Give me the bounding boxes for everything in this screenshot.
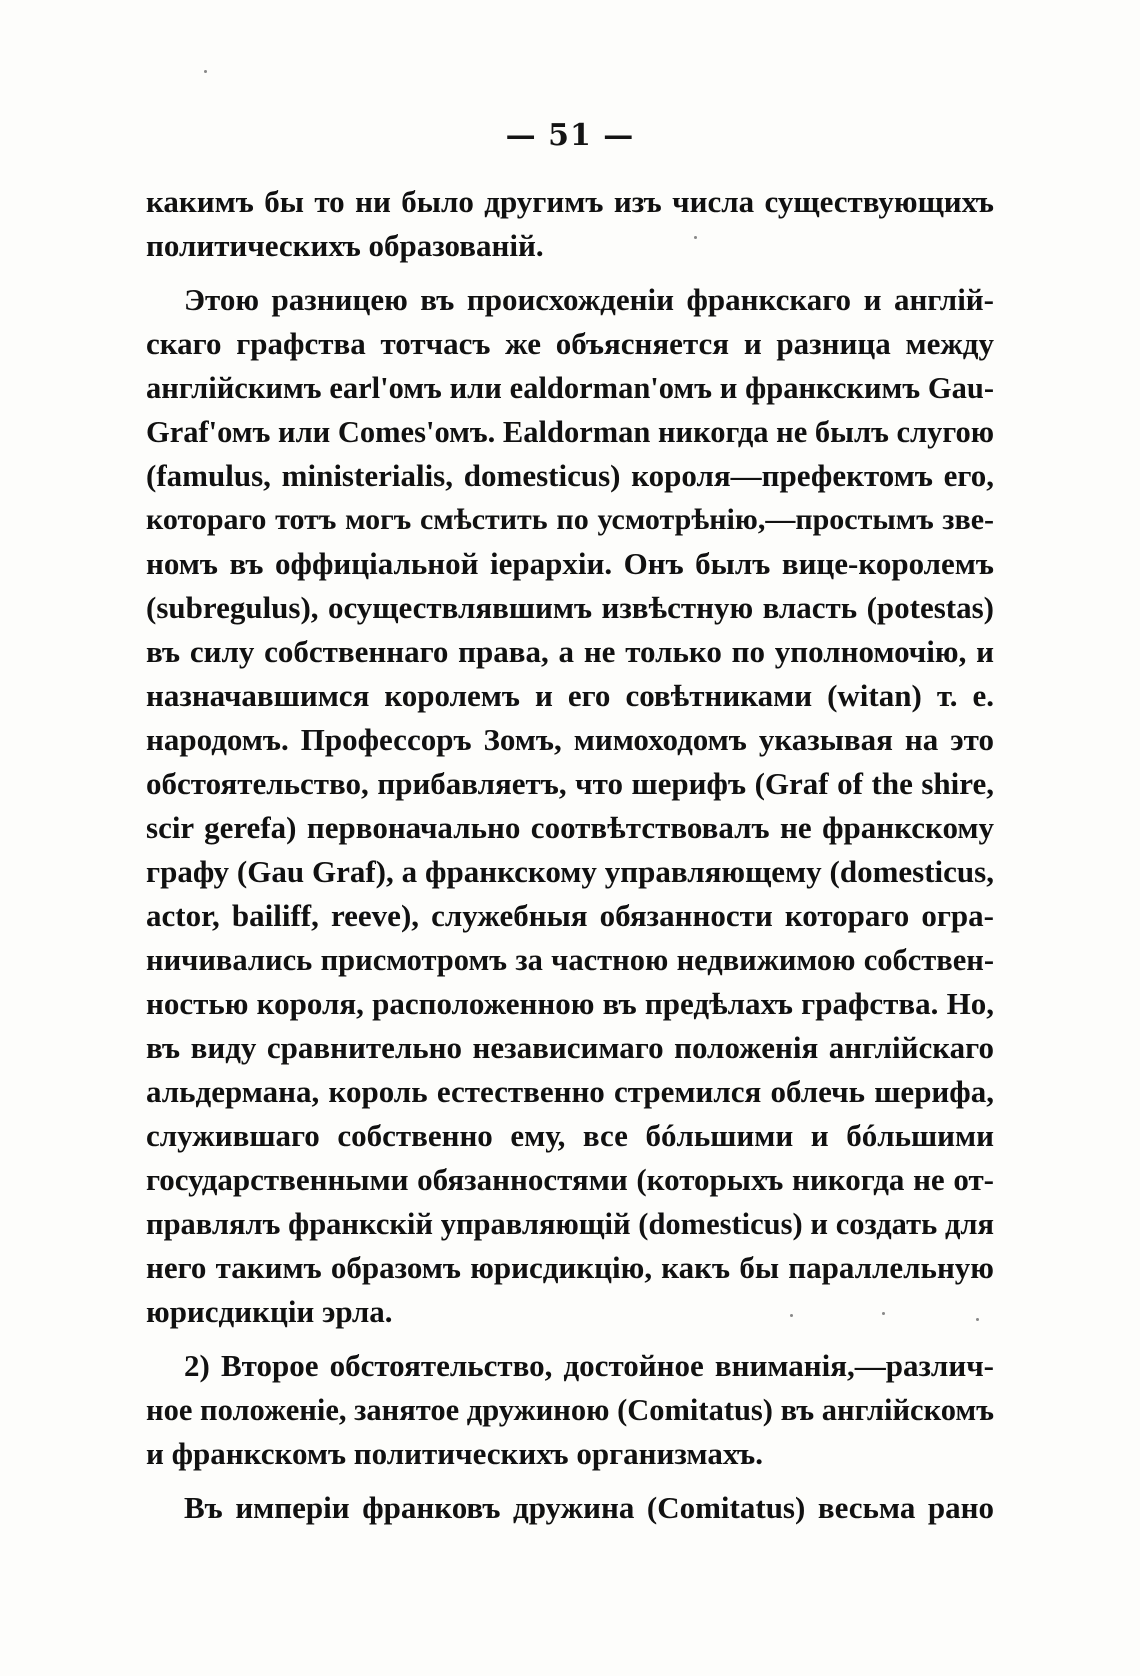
text-line: англійскимъ earl'омъ или ealdorman'омъ и франкскимъ Gau- bbox=[146, 371, 994, 405]
scan-speck bbox=[790, 1314, 793, 1317]
paragraph bbox=[146, 1486, 994, 1530]
text-line: назначавшимся королемъ и его совѣтниками (witan) т. е. bbox=[146, 678, 994, 713]
text-line: ностью короля, расположенною въ предѣлахъ графства. Но, bbox=[146, 986, 994, 1021]
text-line: въ виду сравнительно независимаго положенія англійскаго bbox=[146, 1030, 994, 1065]
text-line: (subregulus), осуществлявшимъ извѣстную власть (potestas) bbox=[146, 590, 994, 625]
text-line: государственными обязанностями (которыхъ никогда не от- bbox=[146, 1162, 994, 1197]
body-text bbox=[146, 180, 994, 1530]
text-line: правлялъ франкскій управляющій (domesticus) и создать для bbox=[146, 1207, 994, 1241]
text-line: въ силу собственнаго права, а не только по уполномочію, и bbox=[146, 634, 994, 669]
text-line: народомъ. Профессоръ Зомъ, мимоходомъ указывая на это bbox=[146, 722, 994, 757]
text-line: ное положеніе, занятое дружиною (Comitatus) въ англійскомъ bbox=[146, 1393, 994, 1427]
paragraph bbox=[146, 180, 994, 268]
paragraph bbox=[146, 1344, 994, 1476]
text-line: обстоятельство, прибавляетъ, что шерифъ (Graf of the shire, bbox=[146, 766, 994, 801]
scan-speck bbox=[882, 1312, 885, 1315]
text-line: actor, bailiff, reeve), служебныя обязанности котораго огра- bbox=[146, 898, 994, 933]
text-line: альдермана, король естественно стремился облечь шерифа, bbox=[146, 1074, 994, 1109]
scan-speck bbox=[204, 70, 207, 73]
text-line: служившаго собственно ему, все бóльшими и бóльшими bbox=[146, 1118, 994, 1153]
text-line: Graf'омъ или Comes'омъ. Ealdorman никогда не былъ слугою bbox=[146, 415, 994, 449]
paragraph bbox=[146, 278, 994, 1334]
text-line: (famulus, ministerialis, domesticus) короля—префектомъ его, bbox=[146, 458, 994, 493]
text-line: котораго тотъ могъ смѣстить по усмотрѣнію,—простымъ зве- bbox=[146, 503, 994, 536]
text-line: Въ имперіи франковъ дружина (Comitatus) весьма рано bbox=[184, 1490, 994, 1525]
text-line: него такимъ образомъ юрисдикцію, какъ бы параллельную bbox=[146, 1250, 994, 1285]
text-line: Этою разницею въ происхожденіи франкскаго и англій- bbox=[184, 282, 994, 317]
text-line: номъ въ оффиціальной іерархіи. Онъ былъ вице-королемъ bbox=[146, 546, 994, 581]
text-line: 2) Второе обстоятельство, достойное вниманія,—различ- bbox=[184, 1348, 994, 1383]
text-line: графу (Gau Graf), а франкскому управляющему (domesticus, bbox=[146, 854, 994, 889]
text-line: scir gerefa) первоначально соотвѣтствовалъ не франкскому bbox=[146, 810, 994, 845]
text-line: и франкскомъ политическихъ организмахъ. bbox=[146, 1436, 763, 1471]
text-line: юрисдикціи эрла. bbox=[146, 1294, 393, 1329]
text-line: ничивались присмотромъ за частною недвижимою собствен- bbox=[146, 943, 994, 977]
scan-speck bbox=[976, 1318, 979, 1321]
text-line: политическихъ образованій. bbox=[146, 228, 544, 263]
text-line: какимъ бы то ни было другимъ изъ числа существующихъ bbox=[146, 184, 994, 219]
text-line: скаго графства тотчасъ же объясняется и разница между bbox=[146, 326, 994, 361]
scan-speck bbox=[694, 236, 697, 239]
page-number: — 51 — bbox=[505, 118, 635, 153]
